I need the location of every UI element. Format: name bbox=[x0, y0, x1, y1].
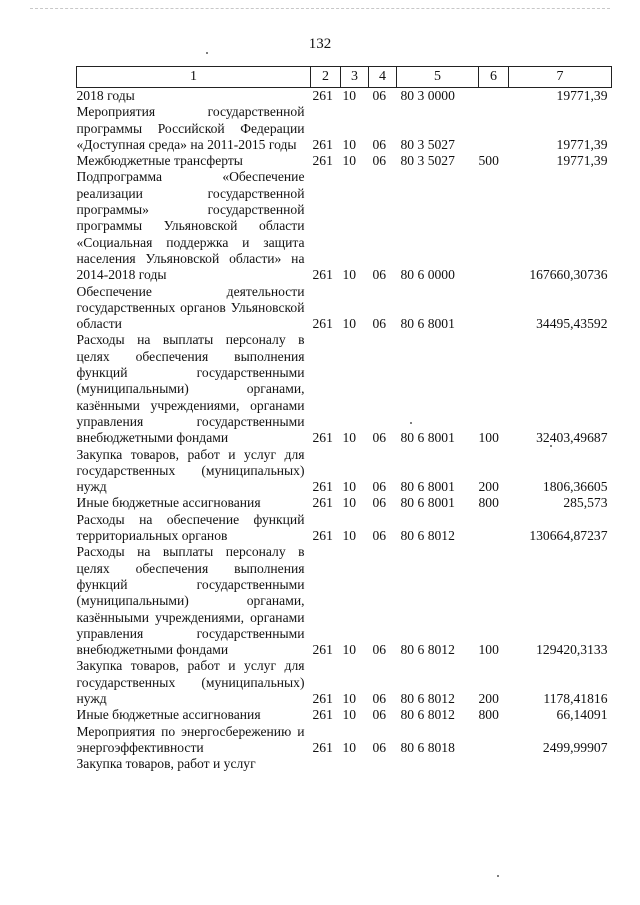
table-header-row bbox=[77, 67, 612, 88]
column-header: 1 bbox=[77, 67, 311, 88]
row-cell-c5: 80 3 5027 bbox=[400, 153, 455, 169]
column-header: 5 bbox=[397, 67, 479, 88]
row-cell-c7: 19771,39 bbox=[556, 88, 608, 103]
row-description: Межбюджетные трансферты bbox=[76, 153, 243, 169]
table-row bbox=[77, 447, 612, 496]
row-cell-c5: 80 6 8012 bbox=[400, 690, 455, 706]
row-cell-c3: 10 bbox=[342, 430, 357, 446]
row-cell-c7: 1178,41816 bbox=[543, 690, 608, 706]
column-header: 4 bbox=[369, 67, 397, 88]
row-cell-c3: 10 bbox=[342, 479, 357, 495]
row-cell-c7: 1806,36605 bbox=[542, 479, 608, 495]
row-cell-c7 bbox=[509, 756, 612, 772]
row-description: Иные бюджетные ассигнования bbox=[76, 495, 261, 511]
row-cell-c2: 261 bbox=[312, 642, 333, 658]
table-row bbox=[77, 707, 612, 723]
row-description: Закупка товаров, работ и услуг для государственных (муниципальных) нужд bbox=[76, 658, 305, 706]
row-cell-c2: 261 bbox=[312, 316, 333, 332]
row-cell-c4: 06 bbox=[372, 267, 387, 283]
row-cell-c7: 66,14091 bbox=[556, 707, 608, 723]
scan-top-edge bbox=[30, 8, 610, 9]
row-cell-c5: 80 6 8012 bbox=[400, 528, 455, 544]
row-cell-c4: 06 bbox=[372, 430, 387, 446]
row-cell-c6: 100 bbox=[478, 430, 499, 446]
row-cell-c3: 10 bbox=[342, 316, 357, 332]
row-cell-c6 bbox=[479, 512, 509, 545]
row-cell-c7: 285,573 bbox=[563, 495, 608, 511]
row-cell-c2: 261 bbox=[312, 739, 333, 755]
table-row bbox=[77, 756, 612, 772]
row-cell-c6 bbox=[479, 284, 509, 333]
row-cell-c4: 06 bbox=[372, 739, 387, 755]
row-cell-c3: 10 bbox=[342, 642, 357, 658]
table-row bbox=[77, 658, 612, 707]
row-description: Обеспечение деятельности государственных органов Ульяновской области bbox=[76, 283, 305, 332]
row-cell-c6: 200 bbox=[478, 690, 499, 706]
row-cell-c6: 100 bbox=[478, 642, 499, 658]
row-cell-c2: 261 bbox=[312, 495, 333, 511]
row-cell-c5: 80 6 8001 bbox=[400, 495, 455, 511]
row-cell-c2: 261 bbox=[312, 153, 333, 169]
row-cell-c6: 200 bbox=[478, 479, 499, 495]
row-cell-c4: 06 bbox=[372, 690, 387, 706]
row-cell-c4: 06 bbox=[372, 495, 387, 511]
table-body bbox=[77, 88, 612, 773]
row-cell-c3 bbox=[341, 756, 369, 772]
row-description: Закупка товаров, работ и услуг для государственных (муниципальных) нужд bbox=[76, 446, 305, 495]
row-cell-c6 bbox=[479, 756, 509, 772]
row-cell-c6: 800 bbox=[478, 495, 499, 511]
row-cell-c3: 10 bbox=[342, 707, 357, 723]
row-cell-c5: 80 6 8012 bbox=[400, 642, 455, 658]
row-cell-c5: 80 6 8018 bbox=[400, 739, 455, 755]
row-cell-c2: 261 bbox=[312, 136, 333, 152]
row-cell-c3: 10 bbox=[342, 495, 357, 511]
table-row bbox=[77, 724, 612, 757]
row-cell-c5: 80 3 0000 bbox=[400, 88, 455, 103]
scan-speck bbox=[497, 875, 499, 877]
row-cell-c3: 10 bbox=[342, 690, 357, 706]
row-cell-c3: 10 bbox=[342, 88, 357, 103]
table-row bbox=[77, 495, 612, 511]
row-description: Расходы на обеспечение функций территориальных органов bbox=[76, 511, 305, 544]
row-cell-c4: 06 bbox=[372, 479, 387, 495]
row-cell-c4: 06 bbox=[372, 528, 387, 544]
row-cell-c2: 261 bbox=[312, 88, 333, 103]
table-row bbox=[77, 284, 612, 333]
row-cell-c7: 130664,87237 bbox=[529, 528, 608, 544]
column-header: 3 bbox=[341, 67, 369, 88]
table-row bbox=[77, 512, 612, 545]
row-cell-c2: 261 bbox=[312, 479, 333, 495]
row-cell-c3: 10 bbox=[342, 267, 357, 283]
row-cell-c6 bbox=[479, 724, 509, 757]
table-row bbox=[77, 88, 612, 105]
row-cell-c6 bbox=[479, 104, 509, 153]
row-cell-c6: 800 bbox=[478, 707, 499, 723]
row-cell-c7: 2499,99907 bbox=[542, 739, 608, 755]
row-cell-c5: 80 6 8012 bbox=[400, 707, 455, 723]
row-cell-c2: 261 bbox=[312, 430, 333, 446]
row-cell-c2 bbox=[311, 756, 341, 772]
row-cell-c6 bbox=[479, 169, 509, 283]
row-cell-c4: 06 bbox=[372, 153, 387, 169]
row-cell-c3: 10 bbox=[342, 153, 357, 169]
row-cell-c5: 80 6 0000 bbox=[400, 267, 455, 283]
row-description: Иные бюджетные ассигнования bbox=[76, 707, 261, 723]
row-cell-c2: 261 bbox=[312, 267, 333, 283]
table-row bbox=[77, 332, 612, 446]
row-cell-c4: 06 bbox=[372, 136, 387, 152]
row-cell-c7: 19771,39 bbox=[556, 153, 608, 169]
row-cell-c4 bbox=[369, 756, 397, 772]
row-cell-c2: 261 bbox=[312, 690, 333, 706]
budget-table bbox=[76, 66, 612, 772]
row-cell-c5 bbox=[397, 756, 479, 772]
column-header: 7 bbox=[509, 67, 612, 88]
row-cell-c7: 167660,30736 bbox=[529, 267, 608, 283]
row-cell-c3: 10 bbox=[342, 136, 357, 152]
row-cell-c2: 261 bbox=[312, 707, 333, 723]
row-cell-c6 bbox=[479, 88, 509, 105]
column-header: 6 bbox=[479, 67, 509, 88]
row-cell-c5: 80 3 5027 bbox=[400, 136, 455, 152]
row-cell-c5: 80 6 8001 bbox=[400, 430, 455, 446]
scan-speck bbox=[410, 422, 412, 424]
table-row bbox=[77, 153, 612, 169]
row-description: Подпрограмма «Обеспечение реализации государственной программы» государственной программы Ульяновской области «Социальная поддержка и защита населения Ульяновской области» на 2014-2018 годы bbox=[76, 169, 305, 283]
row-cell-c4: 06 bbox=[372, 707, 387, 723]
column-header: 2 bbox=[311, 67, 341, 88]
row-description: Мероприятия государственной программы Российской Федерации «Доступная среда» на 2011-2015 годы bbox=[76, 104, 305, 152]
scan-speck bbox=[206, 52, 208, 54]
row-cell-c2: 261 bbox=[312, 528, 333, 544]
row-description: Расходы на выплаты персоналу в целях обеспечения выполнения функций государственными (муниципальными) органами, казёнными учреждениями, органами управления государственными внебюджетными фондами bbox=[76, 332, 305, 446]
table-row bbox=[77, 104, 612, 153]
row-cell-c7: 32403,49687 bbox=[536, 430, 608, 446]
row-description: Мероприятия по энергосбережению и энергоэффективности bbox=[76, 723, 305, 755]
row-cell-c7: 129420,3133 bbox=[536, 642, 608, 658]
row-description: Расходы на выплаты персоналу в целях обеспечения выполнения функций государственными (муниципальными) органами, казённыыми учреждениями, органами управления государственными внебюджетными фондами bbox=[76, 544, 305, 658]
row-cell-c5: 80 6 8001 bbox=[400, 479, 455, 495]
row-cell-c3: 10 bbox=[342, 528, 357, 544]
row-cell-c7: 19771,39 bbox=[556, 136, 608, 152]
row-cell-c3: 10 bbox=[342, 739, 357, 755]
row-cell-c6: 500 bbox=[478, 153, 499, 169]
row-cell-c4: 06 bbox=[372, 316, 387, 332]
row-cell-c5: 80 6 8001 bbox=[400, 316, 455, 332]
row-cell-c4: 06 bbox=[372, 642, 387, 658]
scan-speck bbox=[550, 445, 552, 447]
table-row bbox=[77, 169, 612, 283]
table-row bbox=[77, 544, 612, 658]
row-cell-c7: 34495,43592 bbox=[536, 316, 608, 332]
row-description: 2018 годы bbox=[76, 88, 135, 103]
row-description: Закупка товаров, работ и услуг bbox=[76, 756, 256, 772]
row-cell-c4: 06 bbox=[372, 88, 387, 103]
page-number: 132 bbox=[308, 36, 332, 52]
